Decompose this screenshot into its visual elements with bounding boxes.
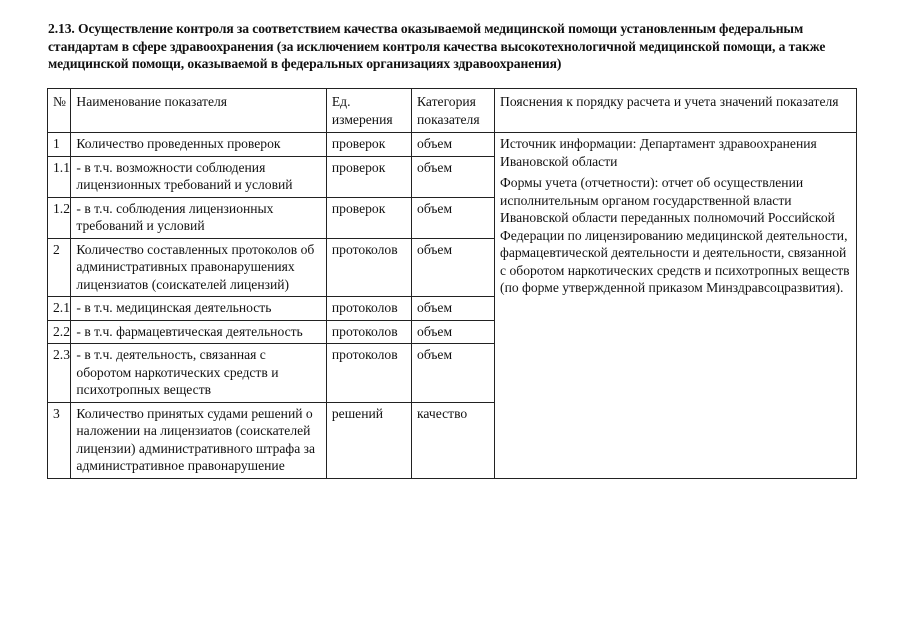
header-notes: Пояснения к порядку расчета и учета значений показателя	[495, 89, 857, 133]
notes-forms: Формы учета (отчетности): отчет об осуществлении исполнительным органом государственной власти Ивановской области переданных полномочий Российской Федерации по лицензированию медицинской деятельности, фармацевтической деятельности и деятельности, связанной с оборотом наркотических средств и психотропных веществ (по форме утвержденной приказом Минздравсоцразвития).	[500, 175, 850, 295]
row-category: объем	[412, 197, 495, 238]
row-no: 3	[48, 402, 71, 478]
row-unit: проверок	[326, 133, 411, 157]
row-no: 1.2	[48, 197, 71, 238]
table-row	[48, 133, 857, 157]
row-category: объем	[412, 238, 495, 297]
row-name: - в т.ч. фармацевтическая деятельность	[71, 320, 326, 344]
header-name: Наименование показателя	[71, 89, 326, 133]
row-no: 1	[48, 133, 71, 157]
table-header-row	[48, 89, 857, 133]
row-unit: решений	[326, 402, 411, 478]
row-unit: протоколов	[326, 320, 411, 344]
row-category: качество	[412, 402, 495, 478]
row-category: объем	[412, 297, 495, 321]
row-unit: протоколов	[326, 297, 411, 321]
header-no: №	[48, 89, 71, 133]
row-no: 2.2	[48, 320, 71, 344]
row-unit: проверок	[326, 197, 411, 238]
row-name: - в т.ч. соблюдения лицензионных требований и условий	[71, 197, 326, 238]
header-unit: Ед. измерения	[326, 89, 411, 133]
row-unit: проверок	[326, 156, 411, 197]
row-name: Количество составленных протоколов об административных правонарушениях лицензиатов (соискателей лицензий)	[71, 238, 326, 297]
row-no: 1.1	[48, 156, 71, 197]
indicators-table	[47, 88, 857, 479]
row-category: объем	[412, 133, 495, 157]
row-name: Количество принятых судами решений о наложении на лицензиатов (соискателей лицензии) административного штрафа за административное правонарушение	[71, 402, 326, 478]
row-no: 2	[48, 238, 71, 297]
section-heading: 2.13. Осуществление контроля за соответствием качества оказываемой медицинской помощи установленным федеральным стандартам в сфере здравоохранения (за исключением контроля качества высокотехнологичной медицинской помощи, а также медицинской помощи, оказываемой в федеральных организациях здравоохранения)	[48, 21, 826, 71]
row-name: Количество проведенных проверок	[71, 133, 326, 157]
row-no: 2.3	[48, 344, 71, 403]
row-name: - в т.ч. деятельность, связанная с оборотом наркотических средств и психотропных веществ	[71, 344, 326, 403]
row-category: объем	[412, 320, 495, 344]
row-category: объем	[412, 344, 495, 403]
notes-source: Источник информации: Департамент здравоохранения Ивановской области	[500, 136, 817, 169]
row-unit: протоколов	[326, 344, 411, 403]
row-no: 2.1	[48, 297, 71, 321]
header-category: Категория показателя	[412, 89, 495, 133]
notes-cell	[495, 133, 857, 479]
row-name: - в т.ч. возможности соблюдения лицензионных требований и условий	[71, 156, 326, 197]
row-unit: протоколов	[326, 238, 411, 297]
row-name: - в т.ч. медицинская деятельность	[71, 297, 326, 321]
row-category: объем	[412, 156, 495, 197]
